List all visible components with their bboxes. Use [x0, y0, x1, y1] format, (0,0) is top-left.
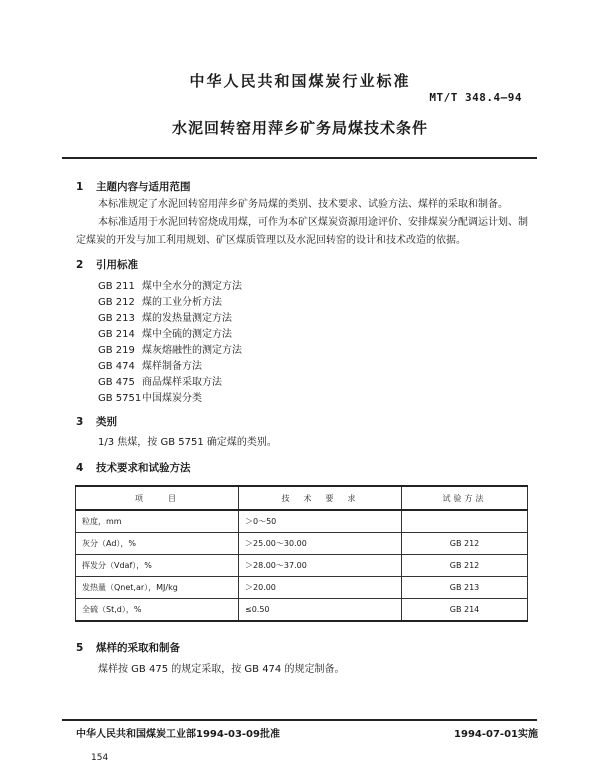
cell-item: 发热量（Qnet,ar），MJ/kg [76, 577, 239, 599]
reference-code: GB 5751 [98, 393, 142, 404]
section-5-paragraph: 煤样按 GB 475 的规定采取，按 GB 474 的规定制备。 [98, 664, 345, 675]
reference-item [98, 359, 242, 375]
reference-item [98, 295, 242, 311]
cell-test-method: GB 214 [402, 599, 528, 622]
technical-requirements-table [75, 485, 528, 622]
reference-code: GB 211 [98, 281, 135, 292]
reference-code: GB 474 [98, 361, 135, 372]
section-3-paragraph: 1/3 焦煤，按 GB 5751 确定煤的类别。 [98, 437, 277, 448]
bottom-divider [62, 719, 537, 721]
implementation-date: 1994-07-01实施 [454, 729, 538, 740]
table-row [76, 533, 528, 555]
cell-requirement: ＞25.00～30.00 [239, 533, 402, 555]
reference-name: 煤的发热量测定方法 [142, 313, 232, 324]
section-title: 类别 [96, 416, 117, 428]
standard-org-title: 中华人民共和国煤炭行业标准 [189, 72, 411, 90]
cell-requirement: ≤0.50 [239, 599, 402, 622]
reference-item [98, 327, 242, 343]
reference-name: 煤中全水分的测定方法 [142, 281, 242, 292]
reference-code: GB 475 [98, 377, 135, 388]
section-number: 5 [76, 642, 84, 654]
section-2-heading [76, 257, 138, 272]
section-number: 1 [76, 181, 84, 193]
section-title: 主题内容与适用范围 [96, 181, 191, 193]
reference-item [98, 375, 242, 391]
table-row [76, 510, 528, 533]
section-5-heading [76, 640, 180, 655]
reference-code: GB 219 [98, 345, 135, 356]
section-title: 煤样的采取和制备 [96, 642, 180, 654]
reference-name: 煤的工业分析方法 [142, 297, 222, 308]
cell-test-method: GB 212 [402, 533, 528, 555]
approval-line: 中华人民共和国煤炭工业部1994-03-09批准 [76, 729, 280, 740]
section-1-heading [76, 179, 191, 194]
section-number: 4 [76, 462, 84, 474]
section-3-heading [76, 414, 117, 429]
header-item: 项 目 [76, 486, 239, 510]
section-4-heading [76, 460, 191, 475]
standard-code: MT/T 348.4—94 [429, 91, 522, 104]
cell-item: 挥发分（Vdaf），% [76, 555, 239, 577]
reference-name: 中国煤炭分类 [142, 393, 202, 404]
cell-test-method [402, 510, 528, 533]
reference-name: 煤中全硫的测定方法 [142, 329, 232, 340]
reference-item [98, 343, 242, 359]
cell-test-method: GB 213 [402, 577, 528, 599]
reference-name: 煤灰熔融性的测定方法 [142, 345, 242, 356]
section-number: 3 [76, 416, 84, 428]
section-title: 引用标准 [96, 259, 138, 271]
cell-item: 粒度，mm [76, 510, 239, 533]
cell-requirement: ＞28.00～37.00 [239, 555, 402, 577]
section-1-paragraph-2: 本标准适用于水泥回转窑烧成用煤，可作为本矿区煤炭资源用途评价、安排煤炭分配调运计划、制 [98, 217, 528, 228]
cell-test-method: GB 212 [402, 555, 528, 577]
page-number: 154 [91, 753, 109, 763]
reference-item [98, 279, 242, 295]
document-title: 水泥回转窑用萍乡矿务局煤技术条件 [171, 119, 428, 137]
reference-code: GB 213 [98, 313, 135, 324]
reference-code: GB 214 [98, 329, 135, 340]
cell-item: 全硫（St,d），% [76, 599, 239, 622]
header-test-method: 试验方法 [402, 486, 528, 510]
section-1-paragraph-1: 本标准规定了水泥回转窑用萍乡矿务局煤的类别、技术要求、试验方法、煤样的采取和制备。 [98, 199, 508, 210]
reference-name: 商品煤样采取方法 [142, 377, 222, 388]
reference-name: 煤样制备方法 [142, 361, 202, 372]
reference-item [98, 311, 242, 327]
section-title: 技术要求和试验方法 [96, 462, 191, 474]
table-row [76, 599, 528, 622]
top-divider [62, 157, 537, 159]
reference-code: GB 212 [98, 297, 135, 308]
table-row [76, 577, 528, 599]
reference-item [98, 391, 242, 407]
cell-requirement: ＞0～50 [239, 510, 402, 533]
cell-requirement: ＞20.00 [239, 577, 402, 599]
header-requirement: 技 术 要 求 [239, 486, 402, 510]
table-row [76, 555, 528, 577]
section-number: 2 [76, 259, 84, 271]
table-header-row [76, 486, 528, 510]
section-1-paragraph-2-cont: 定煤炭的开发与加工利用规划、矿区煤质管理以及水泥回转窑的设计和技术改造的依据。 [76, 235, 466, 246]
cell-item: 灰分（Ad），% [76, 533, 239, 555]
reference-list [98, 279, 242, 407]
